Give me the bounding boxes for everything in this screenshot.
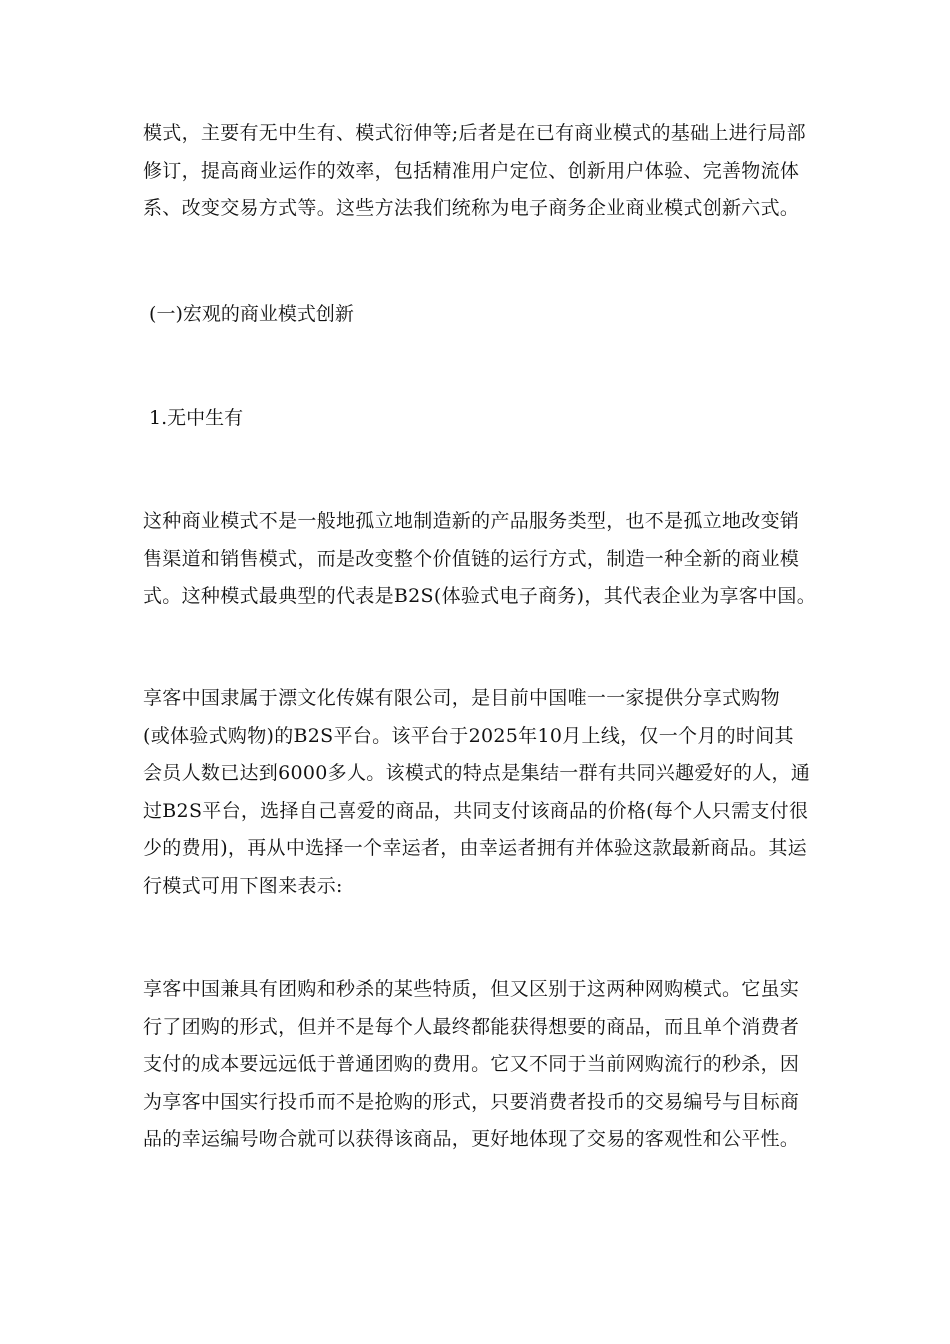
paragraph-line: 系、改变交易方式等。这些方法我们统称为电子商务企业商业模式创新六式。: [143, 197, 800, 219]
paragraph-line: 会员人数已达到6000多人。该模式的特点是集结一群有共同兴趣爱好的人，通: [143, 762, 811, 784]
paragraph-line: 售渠道和销售模式，而是改变整个价值链的运行方式，制造一种全新的商业模: [143, 547, 800, 570]
paragraph-line: 享客中国隶属于漂文化传媒有限公司，是目前中国唯一一家提供分享式购物: [143, 687, 780, 709]
section-heading: (一)宏观的商业模式创新: [143, 303, 354, 325]
paragraph-line: 行了团购的形式，但并不是每个人最终都能获得想要的商品，而且单个消费者: [143, 1015, 800, 1038]
paragraph-line: 少的费用)，再从中选择一个幸运者，由幸运者拥有并体验这款最新商品。其运: [143, 837, 807, 859]
paragraph-line: 模式，主要有无中生有、模式衍伸等;后者是在已有商业模式的基础上进行局部: [143, 122, 806, 144]
paragraph-line: 行模式可用下图来表示:: [143, 874, 343, 897]
paragraph-xiangke-china: [143, 680, 811, 905]
paragraph-line: (或体验式购物)的B2S平台。该平台于2025年10月上线，仅一个月的时间其: [143, 724, 794, 747]
paragraph-creation-model: [143, 503, 816, 616]
paragraph-line: 享客中国兼具有团购和秒杀的某些特质，但又区别于这两种网购模式。它虽实: [143, 978, 800, 1000]
paragraph-innovation-methods: [143, 115, 807, 228]
paragraph-line: 修订，提高商业运作的效率，包括精准用户定位、创新用户体验、完善物流体: [143, 159, 800, 182]
paragraph-line: 式。这种模式最典型的代表是B2S(体验式电子商务)，其代表企业为享客中国。: [143, 585, 816, 607]
paragraph-line: 支付的成本要远远低于普通团购的费用。它又不同于当前网购流行的秒杀，因: [143, 1053, 800, 1075]
paragraph-comparison: [143, 971, 807, 1159]
paragraph-line: 品的幸运编号吻合就可以获得该商品，更好地体现了交易的客观性和公平性。: [143, 1128, 800, 1150]
paragraph-line: 过B2S平台，选择自己喜爱的商品，共同支付该商品的价格(每个人只需支付很: [143, 799, 809, 822]
sub-heading: 1.无中生有: [143, 407, 244, 429]
paragraph-line: 这种商业模式不是一般地孤立地制造新的产品服务类型，也不是孤立地改变销: [143, 510, 800, 532]
paragraph-line: 为享客中国实行投币而不是抢购的形式，只要消费者投币的交易编号与目标商: [143, 1090, 800, 1113]
